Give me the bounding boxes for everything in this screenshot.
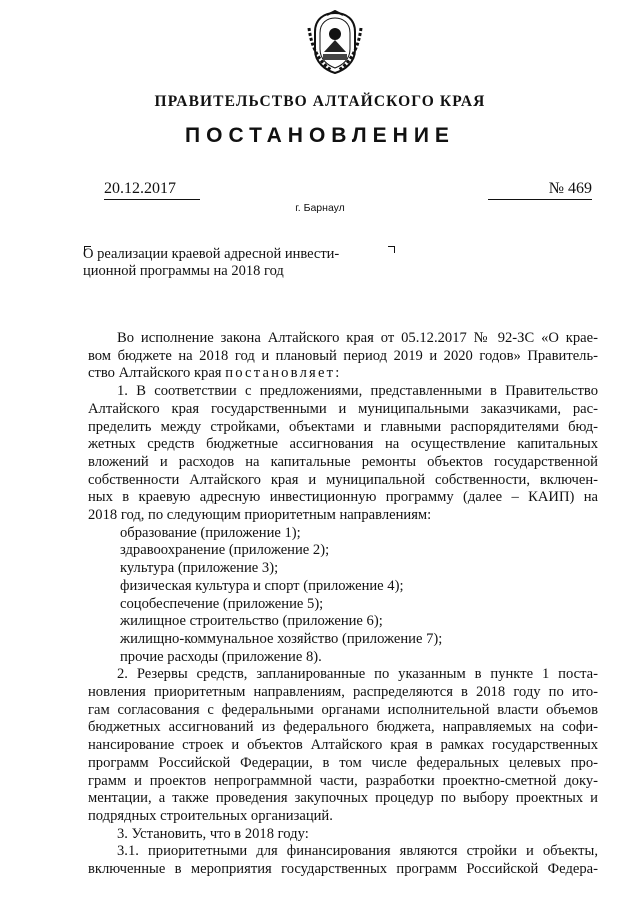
list-item: образование (приложение 1); (120, 524, 301, 541)
document-date: 20.12.2017 (104, 180, 200, 200)
list-item: жилищно-коммунальное хозяйство (приложение 7); (120, 630, 443, 647)
body-line: программ Российской Федерации, в том числе федеральных целевых про- (88, 754, 598, 771)
body-line: бюджетных ассигнований из федерального бюджета, направляемых на софи- (88, 719, 598, 736)
body-line: включенные в мероприятия государственных программ Российской Федера- (88, 861, 598, 878)
body-line: нансирование строек и объектов Алтайского края в рамках государственных (88, 737, 598, 754)
body-line: собственности Алтайского края и муниципальной собственности, включен- (88, 471, 598, 488)
body-text: ство Алтайского края (88, 365, 222, 382)
body-line (88, 365, 598, 383)
body-line: вложений и расходов на капитальные ремонты объектов государственной (88, 453, 598, 470)
subject-line: ционной программы на 2018 год (83, 263, 284, 279)
body-line: подрядных строительных организаций. (88, 807, 333, 824)
body-line: пределить между стройками, объектами и главными распорядителями бюд- (88, 418, 598, 435)
document-subject (83, 246, 398, 280)
body-line: грамм и проектов непрограммной части, разработки проектно-сметной доку- (88, 772, 598, 789)
body-line: 2. Резервы средств, запланированные по указанным в пункте 1 поста- (117, 666, 598, 683)
government-name: ПРАВИТЕЛЬСТВО АЛТАЙСКОГО КРАЯ (154, 93, 486, 110)
list-item: культура (приложение 3); (120, 560, 279, 577)
body-line: новления приоритетным направлениям, распределяются в 2018 году по ито- (88, 684, 598, 701)
list-item: здравоохранение (приложение 2); (120, 542, 330, 559)
body-line: жетных средств бюджетные ассигнования на осуществление капитальных (88, 436, 598, 453)
list-item: соцобеспечение (приложение 5); (120, 595, 324, 612)
body-line: 2018 год, по следующим приоритетным направлениям: (88, 507, 432, 524)
body-line: гам согласования с федеральными органами исполнительной власти объемов (88, 701, 598, 718)
list-item: физическая культура и спорт (приложение 4); (120, 577, 404, 594)
list-item: жилищное строительство (приложение 6); (120, 613, 383, 630)
body-line: 3.1. приоритетными для финансирования являются стройки и объекты, (117, 843, 598, 860)
document-number: № 469 (488, 180, 592, 200)
body-line: вом бюджете на 2018 год и плановый период 2019 и 2020 годов» Правитель- (88, 347, 598, 364)
body-line: 3. Установить, что в 2018 году: (117, 825, 309, 842)
body-line: Алтайского края государственными и муниципальными заказчиками, рас- (88, 400, 598, 417)
body-line: 1. В соответствии с предложениями, представленными в Правительство (117, 383, 598, 400)
body-line: ментации, а также проведения закупочных процедур по выбору проектных и (88, 790, 598, 807)
document-city: г. Барнаул (295, 202, 345, 214)
body-line: ных в краевую адресную инвестиционную программу (далее – КАИП) на (88, 489, 598, 506)
document-type-title: ПОСТАНОВЛЕНИЕ (185, 124, 455, 147)
document-body (88, 330, 598, 879)
spaced-verb: постановляет: (225, 365, 342, 382)
coat-of-arms-icon (305, 10, 365, 76)
list-item: прочие расходы (приложение 8). (120, 648, 322, 665)
subject-line: О реализации краевой адресной инвести- (83, 246, 340, 262)
body-line: Во исполнение закона Алтайского края от 05.12.2017 № 92-ЗС «О крае- (117, 330, 598, 346)
